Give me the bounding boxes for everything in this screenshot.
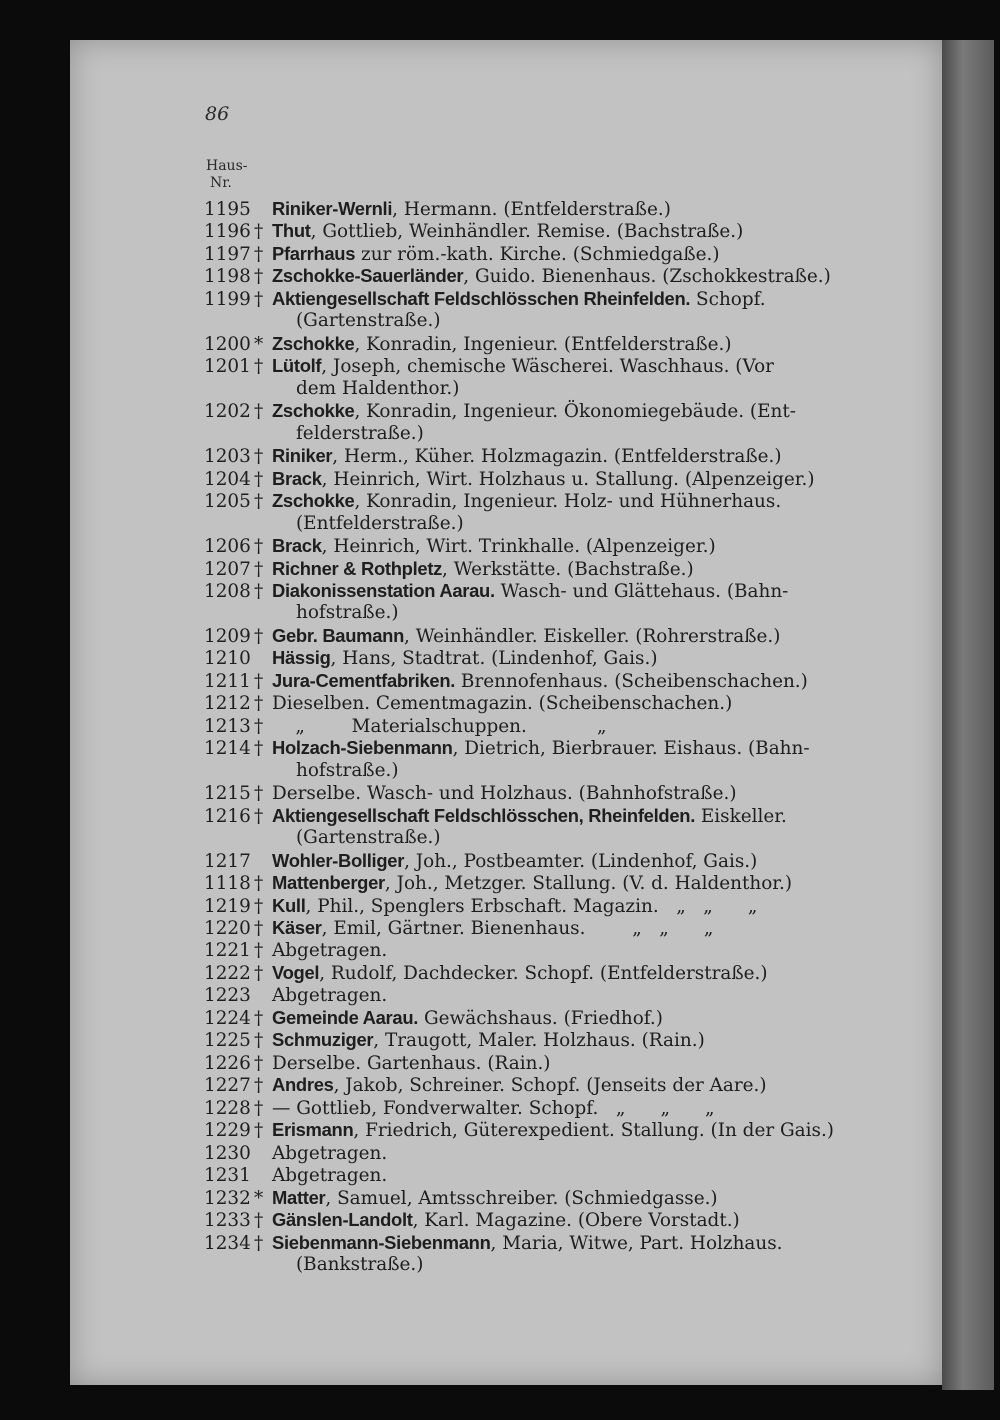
entry-mark: † (254, 536, 264, 558)
house-number: 1229 (204, 1120, 251, 1142)
house-number: 1198 (204, 266, 251, 288)
entry-mark: † (254, 918, 264, 939)
list-item (204, 805, 876, 850)
list-item (204, 939, 876, 961)
entry-text: , Konradin, Ingenieur. Holz- und Hühnerhaus. (354, 491, 782, 513)
house-number: 1212 (204, 693, 251, 715)
house-number: 1197 (204, 243, 251, 265)
owner-name: Matter (272, 1186, 326, 1208)
list-item (204, 1007, 876, 1029)
list-item (204, 558, 876, 580)
house-number: 1203 (204, 446, 251, 468)
house-number: 1226 (204, 1052, 251, 1074)
owner-name: Brack (272, 535, 322, 557)
owner-name: Gebr. Baumann (272, 624, 405, 646)
entry-text: , Emil, Gärtner. Bienenhaus. „ „ „ (321, 918, 714, 939)
house-number: 1221 (204, 940, 251, 962)
house-number: 1215 (204, 783, 251, 805)
entry-continuation: (Bankstraße.) (296, 1254, 424, 1276)
entry-continuation: (Entfelderstraße.) (296, 512, 464, 534)
entry-text: , Gottlieb, Weinhändler. Remise. (Bachstraße.) (310, 221, 744, 243)
house-number: 1220 (204, 918, 251, 939)
entry-mark: * (254, 333, 264, 355)
list-item (204, 490, 876, 535)
entry-text: Derselbe. Wasch- und Holzhaus. (Bahnhofstraße.) (272, 783, 737, 805)
house-number: 1234 (204, 1232, 251, 1254)
list-item (204, 243, 876, 265)
entry-text: , Werkstätte. (Bachstraße.) (442, 558, 694, 580)
list-item (204, 962, 876, 984)
entry-mark: † (254, 1097, 264, 1119)
column-header-line1: Haus- (206, 158, 248, 174)
list-item (204, 692, 876, 714)
entry-text: „ Materialschuppen. „ (272, 715, 607, 737)
list-item (204, 265, 876, 287)
house-number: 1202 (204, 401, 251, 423)
owner-name: Zschokke (272, 400, 355, 422)
entry-mark: † (254, 1030, 264, 1052)
entry-mark: † (254, 401, 264, 423)
entry-text: , Joh., Postbeamter. (Lindenhof, Gais.) (404, 850, 758, 872)
entry-text: Abgetragen. (272, 985, 388, 1007)
list-item (204, 1209, 876, 1231)
entry-mark: † (254, 356, 264, 378)
entry-mark: † (254, 446, 264, 468)
entry-mark: † (254, 805, 264, 827)
house-number: 1209 (204, 625, 251, 647)
list-item (204, 580, 876, 625)
entry-text: , Rudolf, Dachdecker. Schopf. (Entfelderstraße.) (319, 962, 768, 984)
owner-name: Riniker (272, 445, 333, 467)
owner-name: Richner & Rothpletz (272, 557, 443, 579)
house-number: 1223 (204, 985, 251, 1007)
list-item (204, 198, 876, 220)
house-number: 1222 (204, 962, 251, 984)
owner-name: Gemeinde Aarau. (272, 1006, 419, 1028)
list-item (204, 220, 876, 242)
owner-name: Siebenmann-Siebenmann (272, 1231, 491, 1253)
list-item (204, 445, 876, 467)
owner-name: Zschokke (272, 490, 355, 512)
owner-name: Zschokke (272, 332, 355, 354)
entry-mark: † (254, 670, 264, 692)
entry-mark: † (254, 580, 264, 602)
house-number: 1233 (204, 1210, 251, 1232)
entry-mark: † (254, 1075, 264, 1097)
entry-text: , Konradin, Ingenieur. (Entfelderstraße.) (354, 333, 732, 355)
house-number: 1219 (204, 895, 251, 917)
house-number: 1213 (204, 715, 251, 737)
list-item (204, 355, 876, 400)
list-item (204, 895, 876, 917)
page-number: 86 (205, 103, 230, 125)
entry-text: , Guido. Bienenhaus. (Zschokkestraße.) (463, 266, 831, 288)
entry-text: , Heinrich, Wirt. Trinkhalle. (Alpenzeiger.) (321, 536, 716, 558)
owner-name: Wohler-Bolliger (272, 849, 405, 871)
list-item (204, 917, 876, 939)
owner-name: Vogel (272, 961, 320, 983)
entry-text: zur röm.-kath. Kirche. (Schmiedgaße.) (355, 243, 720, 265)
entry-mark: † (254, 895, 264, 917)
list-item (204, 1164, 876, 1186)
list-item (204, 737, 876, 782)
owner-name: Käser (272, 917, 322, 938)
list-item (204, 1052, 876, 1074)
house-number: 1199 (204, 288, 251, 310)
entry-mark: † (254, 1007, 264, 1029)
owner-name: Kull (272, 894, 306, 916)
owner-name: Lütolf (272, 355, 322, 377)
entry-text: , Dietrich, Bierbrauer. Eishaus. (Bahn- (452, 738, 810, 760)
entry-text: Gewächshaus. (Friedhof.) (418, 1007, 663, 1029)
list-item (204, 1232, 876, 1277)
list-item (204, 1097, 876, 1119)
house-number: 1118 (204, 873, 251, 895)
house-number: 1205 (204, 491, 251, 513)
entry-mark: † (254, 783, 264, 805)
list-item (204, 333, 876, 355)
house-number: 1207 (204, 558, 251, 580)
entry-text: Schopf. (690, 288, 766, 310)
entry-mark: † (254, 940, 264, 962)
owner-name: Schmuziger (272, 1029, 374, 1051)
house-number: 1206 (204, 536, 251, 558)
owner-name: Hässig (272, 647, 331, 669)
entry-text: , Traugott, Maler. Holzhaus. (Rain.) (373, 1030, 705, 1052)
entry-text: , Joh., Metzger. Stallung. (V. d. Haldenthor.) (384, 873, 793, 895)
house-number: 1200 (204, 333, 251, 355)
column-header-line2: Nr. (210, 175, 232, 191)
entry-text: , Maria, Witwe, Part. Holzhaus. (490, 1232, 783, 1254)
entry-mark: † (254, 468, 264, 490)
house-number: 1211 (204, 670, 251, 692)
entry-continuation: hofstraße.) (296, 759, 399, 781)
house-number: 1214 (204, 738, 251, 760)
owner-name: Gänslen-Landolt (272, 1209, 413, 1231)
entry-mark: † (254, 288, 264, 310)
entry-continuation: dem Haldenthor.) (296, 377, 460, 399)
owner-name: Diakonissenstation Aarau. (272, 579, 495, 601)
entry-mark: † (254, 1232, 264, 1254)
list-item (204, 872, 876, 894)
house-number: 1210 (204, 648, 251, 670)
owner-name: Andres (272, 1074, 334, 1096)
list-item (204, 1142, 876, 1164)
entry-text: Abgetragen. (272, 940, 388, 962)
entry-mark: † (254, 962, 264, 984)
owner-name: Brack (272, 467, 322, 489)
column-header (206, 158, 248, 192)
list-item (204, 670, 876, 692)
entry-text: Brennofenhaus. (Scheibenschachen.) (455, 670, 808, 692)
list-item (204, 400, 876, 445)
entry-text: , Phil., Spenglers Erbschaft. Magazin. „ „ „ (305, 895, 758, 917)
entry-text: , Hermann. (Entfelderstraße.) (392, 199, 671, 220)
owner-name: Aktiengesellschaft Feldschlösschen, Rheinfelden. (272, 804, 696, 826)
list-item (204, 1187, 876, 1209)
owner-name: Zschokke-Sauerländer (272, 265, 464, 287)
entry-text: Eiskeller. (695, 805, 787, 827)
list-item (204, 782, 876, 804)
entry-mark: † (254, 625, 264, 647)
entry-text: , Friedrich, Güterexpedient. Stallung. (In der Gais.) (353, 1120, 834, 1142)
book-spine-edge (942, 40, 994, 1390)
list-item (204, 647, 876, 669)
entry-text: Dieselben. Cementmagazin. (Scheibenschachen.) (272, 693, 733, 715)
entry-text: — Gottlieb, Fondverwalter. Schopf. „ „ „ (272, 1097, 715, 1119)
house-number: 1204 (204, 468, 251, 490)
entry-mark: † (254, 1052, 264, 1074)
list-item (204, 468, 876, 490)
entry-continuation: (Gartenstraße.) (296, 827, 441, 849)
entry-text: , Karl. Magazine. (Obere Vorstadt.) (412, 1210, 740, 1232)
owner-name: Erismann (272, 1119, 354, 1141)
house-number: 1231 (204, 1165, 251, 1187)
list-item (204, 288, 876, 333)
house-number: 1225 (204, 1030, 251, 1052)
house-number: 1228 (204, 1097, 251, 1119)
entry-mark: † (254, 266, 264, 288)
list-item (204, 1074, 876, 1096)
owner-name: Holzach-Siebenmann (272, 737, 453, 759)
house-number: 1217 (204, 850, 251, 872)
house-number: 1232 (204, 1187, 251, 1209)
house-number: 1224 (204, 1007, 251, 1029)
owner-name: Pfarrhaus (272, 242, 356, 264)
entry-text: , Konradin, Ingenieur. Ökonomiegebäude. (Ent- (354, 401, 796, 423)
entry-text: , Hans, Stadtrat. (Lindenhof, Gais.) (330, 648, 658, 670)
list-item (204, 715, 876, 737)
entry-mark: † (254, 221, 264, 243)
entry-continuation: hofstraße.) (296, 602, 399, 624)
list-item (204, 984, 876, 1006)
entry-continuation: felderstraße.) (296, 422, 424, 444)
house-number: 1230 (204, 1142, 251, 1164)
owner-name: Thut (272, 220, 311, 242)
entry-text: , Joseph, chemische Wäscherei. Waschhaus. (Vor (321, 356, 774, 378)
list-item (204, 625, 876, 647)
entry-mark: † (254, 1210, 264, 1232)
entry-mark: † (254, 1120, 264, 1142)
entry-mark: † (254, 715, 264, 737)
entry-continuation: (Gartenstraße.) (296, 310, 441, 332)
house-number: 1195 (204, 199, 251, 220)
entry-mark: * (254, 1187, 264, 1209)
entry-mark: † (254, 738, 264, 760)
house-number: 1208 (204, 580, 251, 602)
entry-mark: † (254, 873, 264, 895)
entry-mark: † (254, 491, 264, 513)
owner-name: Aktiengesellschaft Feldschlösschen Rheinfelden. (272, 287, 691, 309)
entry-text: , Herm., Küher. Holzmagazin. (Entfelderstraße.) (332, 446, 782, 468)
house-number: 1196 (204, 221, 251, 243)
list-item (204, 1119, 876, 1141)
entry-mark: † (254, 693, 264, 715)
entry-text: Wasch- und Glättehaus. (Bahn- (494, 580, 789, 602)
house-number: 1216 (204, 805, 251, 827)
entry-list (204, 198, 876, 1277)
entry-mark: † (254, 558, 264, 580)
house-number: 1201 (204, 356, 251, 378)
entry-text: Abgetragen. (272, 1165, 388, 1187)
owner-name: Riniker-Wernli (272, 198, 393, 219)
house-number: 1227 (204, 1075, 251, 1097)
owner-name: Jura-Cementfabriken. (272, 669, 456, 691)
entry-mark: † (254, 243, 264, 265)
entry-text: , Samuel, Amtsschreiber. (Schmiedgasse.) (325, 1187, 718, 1209)
entry-text: Abgetragen. (272, 1142, 388, 1164)
owner-name: Mattenberger (272, 872, 385, 894)
list-item (204, 1029, 876, 1051)
entry-text: Derselbe. Gartenhaus. (Rain.) (272, 1052, 551, 1074)
entry-text: , Heinrich, Wirt. Holzhaus u. Stallung. (Alpenzeiger.) (321, 468, 815, 490)
entry-text: , Jakob, Schreiner. Schopf. (Jenseits der Aare.) (333, 1075, 767, 1097)
list-item (204, 535, 876, 557)
list-item (204, 850, 876, 872)
entry-text: , Weinhändler. Eiskeller. (Rohrerstraße.) (404, 625, 781, 647)
